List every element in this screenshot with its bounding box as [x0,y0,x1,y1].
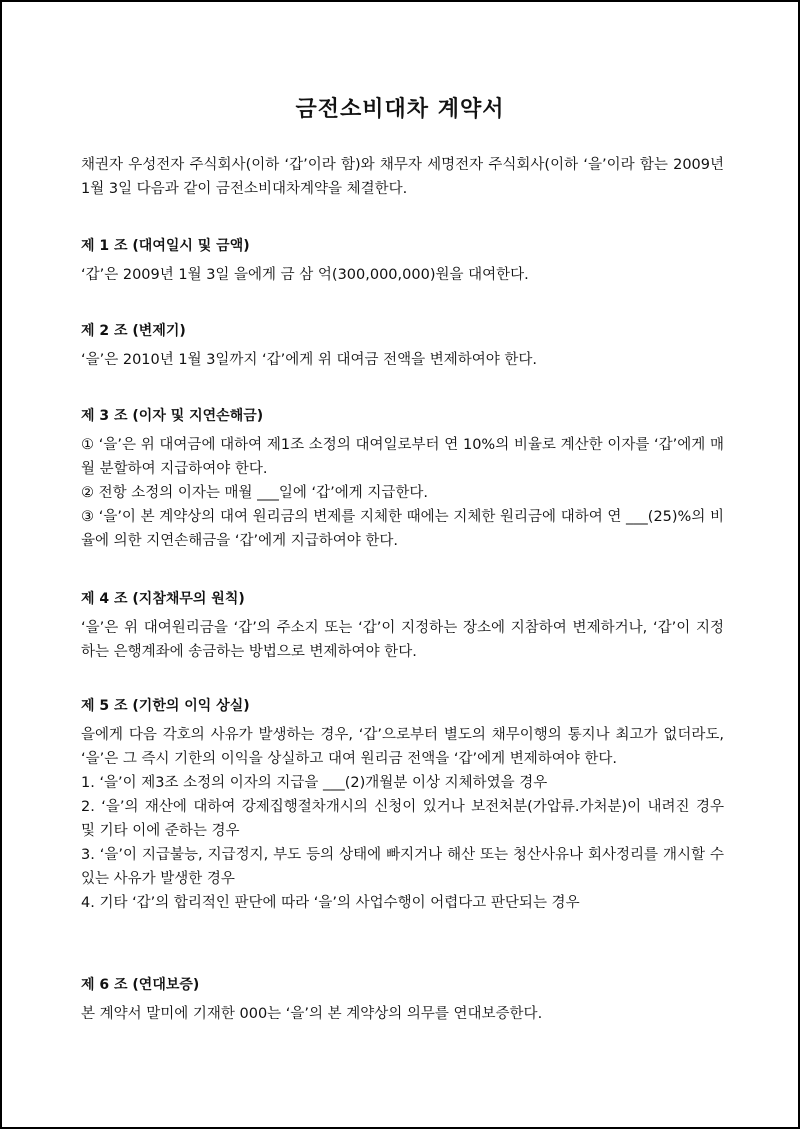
clause-item: ② 전항 소정의 이자는 매월 ___일에 ‘갑’에게 지급한다. [81,485,428,501]
document-title: 금전소비대차 계약서 [295,97,505,122]
clause-item: ③ ‘을’이 본 계약상의 대여 원리금의 변제를 지체한 때에는 지체한 원리금에 대하여 연 ___(25)%의 비율에 의한 지연손해금을 ‘갑’에게 지급하여야 한다. [81,509,724,549]
article-1 [81,236,724,287]
article-4 [81,589,724,664]
article-title: 제 5 조 (기한의 이익 상실) [81,698,250,714]
article-3 [81,406,724,553]
article-title: 제 2 조 (변제기) [81,323,186,339]
clause-item: ① ‘을’은 위 대여금에 대하여 제1조 소정의 대여일로부터 연 10%의 비율로 계산한 이자를 ‘갑’에게 매월 분할하여 지급하여야 한다. [81,437,724,477]
article-body: 을에게 다음 각호의 사유가 발생하는 경우, ‘갑’으로부터 별도의 채무이행의 통지나 최고가 없더라도, ‘을’은 그 즉시 기한의 이익을 상실하고 대여 원리금 전액을 ‘갑’에게 변제하여야 한다. [81,727,724,767]
clause-item: 3. ‘을’이 지급불능, 지급정지, 부도 등의 상태에 빠지거나 해산 또는 청산사유나 회사정리를 개시할 수 있는 사유가 발생한 경우 [81,847,724,887]
clause-item: 2. ‘을’의 재산에 대하여 강제집행절차개시의 신청이 있거나 보전처분(가압류.가처분)이 내려진 경우 및 기타 이에 준하는 경우 [81,799,724,839]
clause-item: 4. 기타 ‘갑’의 합리적인 판단에 따라 ‘을’의 사업수행이 어렵다고 판단되는 경우 [81,895,580,911]
article-title: 제 6 조 (연대보증) [81,977,200,993]
article-title: 제 3 조 (이자 및 지연손해금) [81,408,264,424]
article-title: 제 4 조 (지참채무의 원칙) [81,591,245,607]
article-body: ‘을’은 2010년 1월 3일까지 ‘갑’에게 위 대여금 전액을 변제하여야 한다. [81,352,538,368]
article-title: 제 1 조 (대여일시 및 금액) [81,238,250,254]
article-6 [81,975,724,1026]
article-body: 본 계약서 말미에 기재한 000는 ‘을’의 본 계약상의 의무를 연대보증한다. [81,1006,543,1022]
article-body: ‘을’은 위 대여원리금을 ‘갑’의 주소지 또는 ‘갑’이 지정하는 장소에 지참하여 변제하거나, ‘갑’이 지정하는 은행계좌에 송금하는 방법으로 변제하여야 한다. [81,620,724,660]
article-2 [81,321,724,372]
intro-paragraph: 채권자 우성전자 주식회사(이하 ‘갑’이라 함)와 채무자 세명전자 주식회사(이하 ‘을’이라 함는 2009년 1월 3일 다음과 같이 금전소비대차계약을 체결한다. [81,157,724,197]
clause-item: 1. ‘을’이 제3조 소정의 이자의 지급을 ___(2)개월분 이상 지체하였을 경우 [81,775,548,791]
article-body: ‘갑’은 2009년 1월 3일 을에게 금 삼 억(300,000,000)원을 대여한다. [81,267,529,283]
article-5 [81,696,724,915]
